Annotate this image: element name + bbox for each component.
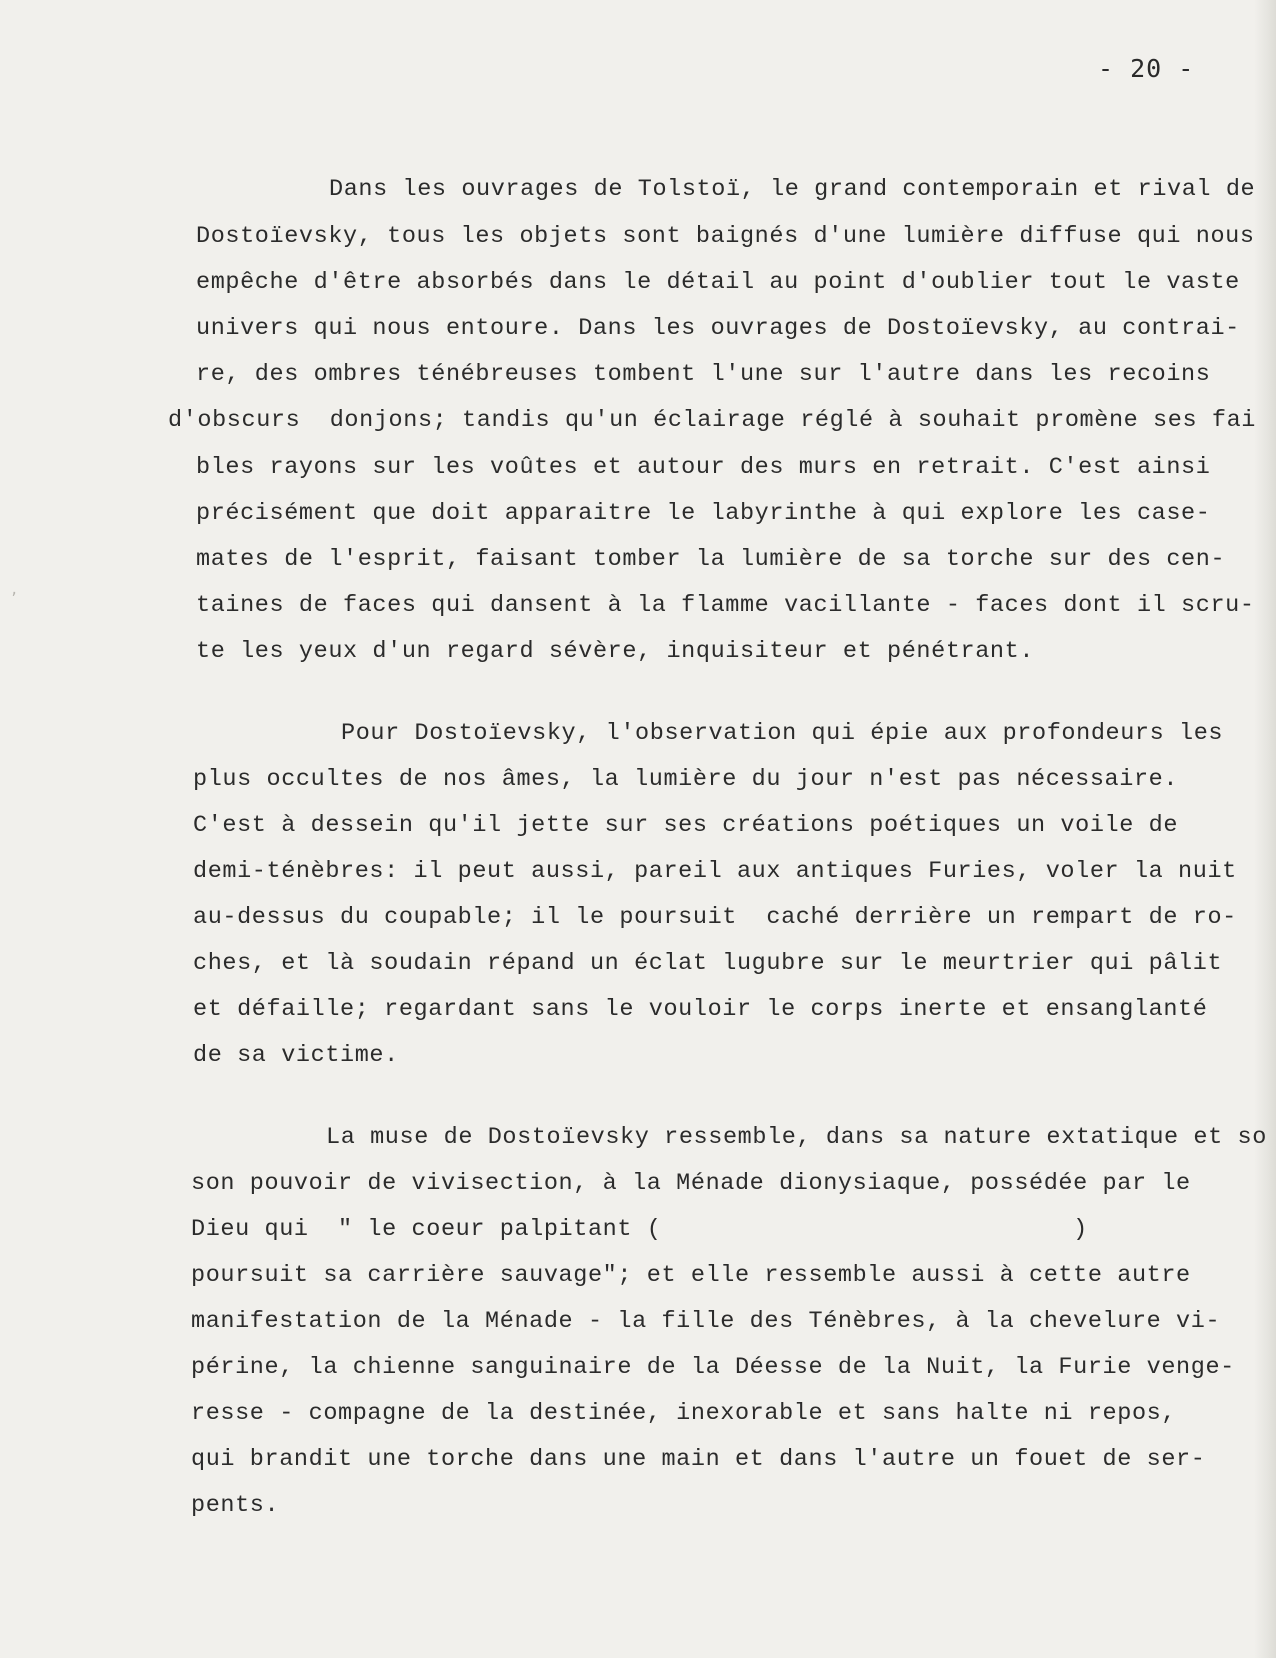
paragraph-line: C'est à dessein qu'il jette sur ses créations poétiques un voile de (193, 812, 1179, 839)
paragraph-line: périne, la chienne sanguinaire de la Déesse de la Nuit, la Furie venge- (191, 1354, 1235, 1381)
paragraph-line: te les yeux d'un regard sévère, inquisiteur et pénétrant. (196, 638, 1035, 665)
paragraph-line: précisément que doit apparaitre le labyrinthe à qui explore les case- (196, 500, 1211, 527)
paragraph-line: Dieu qui " le coeur palpitant ( ) (191, 1216, 1088, 1243)
paragraph-line: d'obscurs donjons; tandis qu'un éclairage réglé à souhait promène ses fai (168, 407, 1256, 434)
paragraph-line: manifestation de la Ménade - la fille des Ténèbres, à la chevelure vi- (191, 1308, 1221, 1335)
paragraph-line: univers qui nous entoure. Dans les ouvrages de Dostoïevsky, au contrai- (196, 315, 1240, 342)
paragraph-line: poursuit sa carrière sauvage"; et elle ressemble aussi à cette autre (191, 1262, 1191, 1289)
paragraph-line: son pouvoir de vivisection, à la Ménade dionysiaque, possédée par le (191, 1170, 1191, 1197)
paragraph-line: empêche d'être absorbés dans le détail au point d'oublier tout le vaste (196, 269, 1240, 296)
paragraph-line: plus occultes de nos âmes, la lumière du jour n'est pas nécessaire. (193, 766, 1179, 793)
paragraph-line: qui brandit une torche dans une main et dans l'autre un fouet de ser- (191, 1446, 1206, 1473)
paragraph-line: Dans les ouvrages de Tolstoï, le grand contemporain et rival de (329, 176, 1256, 203)
paragraph-line: et défaille; regardant sans le vouloir le corps inerte et ensanglanté (193, 996, 1208, 1023)
paragraph-line: de sa victime. (193, 1042, 399, 1069)
page-number: - 20 - (1098, 54, 1195, 83)
paragraph-line: Pour Dostoïevsky, l'observation qui épie aux profondeurs les (341, 720, 1224, 747)
paragraph-line: pents. (191, 1492, 280, 1519)
paragraph-line: demi-ténèbres: il peut aussi, pareil aux antiques Furies, voler la nuit (193, 858, 1237, 885)
paragraph-line: mates de l'esprit, faisant tomber la lumière de sa torche sur des cen- (196, 546, 1226, 573)
paragraph-line: ches, et là soudain répand un éclat lugubre sur le meurtrier qui pâlit (193, 950, 1223, 977)
paragraph-line: Dostoïevsky, tous les objets sont baignés d'une lumière diffuse qui nous (196, 223, 1255, 250)
paragraph-line: au-dessus du coupable; il le poursuit caché derrière un rempart de ro- (193, 904, 1237, 931)
paragraph-line: La muse de Dostoïevsky ressemble, dans sa nature extatique et so (326, 1124, 1267, 1151)
paragraph-line: taines de faces qui dansent à la flamme vacillante - faces dont il scru- (196, 592, 1255, 619)
paragraph-line: bles rayons sur les voûtes et autour des murs en retrait. C'est ainsi (196, 454, 1211, 481)
paragraph-line: resse - compagne de la destinée, inexorable et sans halte ni repos, (191, 1400, 1177, 1427)
margin-mark: , (10, 582, 19, 598)
page-edge-shadow (1254, 0, 1276, 1658)
paragraph-line: re, des ombres ténébreuses tombent l'une sur l'autre dans les recoins (196, 361, 1211, 388)
